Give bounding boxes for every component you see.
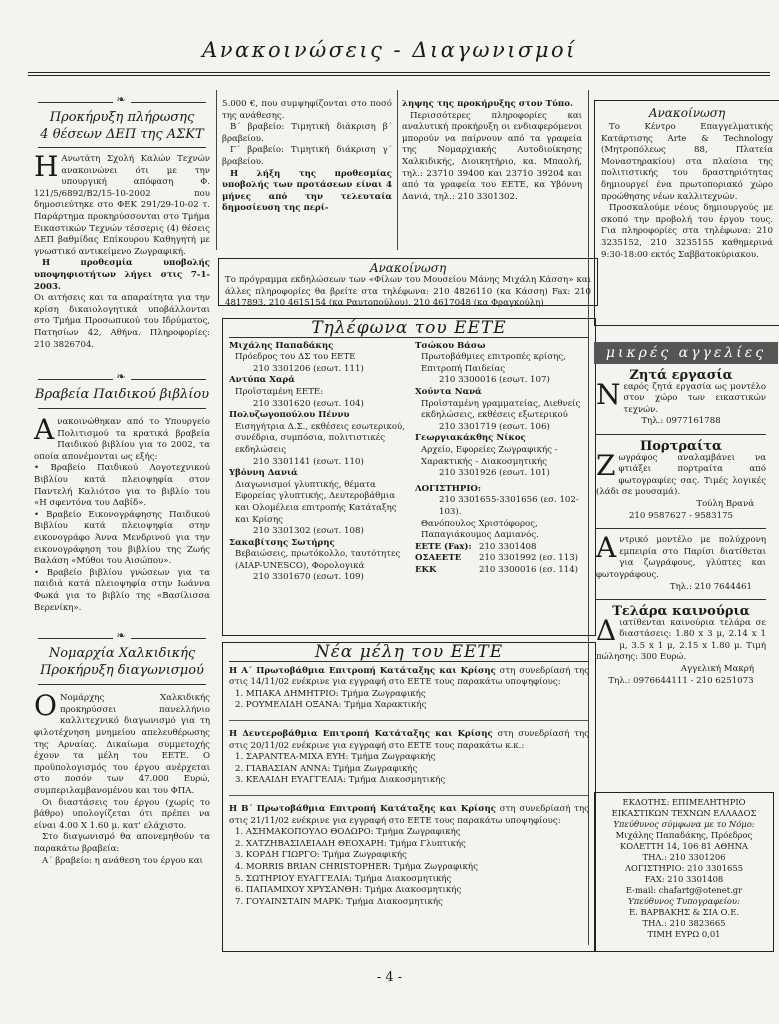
contact-phone: 210 3301141 (εσωτ. 110) [253,456,364,467]
article-body: Α΄ βραβείο: η ανάθεση του έργου και [42,855,203,866]
member-item: 1. ΣΑΡΑΝΤΕΑ-ΜΙΧΑ ΕΥΗ: Τμήμα Ζωγραφικής [235,752,436,763]
member-item: 4. MORRIS BRIAN CHRISTOPHER: Τμήμα Ζωγραφικής [235,861,478,872]
classified-ad [596,370,766,428]
contact-name: Χούντα Νανά [415,386,482,397]
contact-phone: 210 3301302 (εσωτ. 108) [253,526,364,537]
publisher-price: ΤΙΜΗ ΕΥΡΩ 0,01 [647,929,721,939]
phone-entry [229,538,405,584]
contact-phone: 210 3301670 (εσωτ. 109) [253,572,364,583]
ad-contact-phone: Τηλ.: 0976644111 - 210 6251073 [608,675,754,686]
ad-title: Ζητά εργασία [629,368,733,383]
contact-name: ΛΟΓΙΣΤΗΡΙΟ: [415,483,482,494]
ornament-divider: ❧ [38,373,206,380]
section-subtitle: 4 θέσεων ΔΕΠ της ΑΣΚΤ [40,127,204,142]
committee-decision: Η Δευτεροβάθμια Επιτροπή Κατάταξης και Κρίσης στη συνεδρίασή της στις 20/11/02 ενέκρινε για εγγραφή στο ΕΕΤΕ τους παρακάτω κ.κ.: [229,728,589,751]
column-divider [397,90,398,250]
extra-label: ΕΚΚ [415,564,437,575]
contact-name: Τσώκου Βάσω [415,340,486,351]
deadline-text: ληψης της προκήρυξης στον Τύπο. [402,99,573,109]
member-item: 7. ΓΟΥΑΙΝΣΤΑΙΝ ΜΑΡΚ: Τμήμα Διακοσμητικής [235,896,443,907]
section-rule [38,408,206,409]
contact-name: Αντύπα Χαρά [229,375,295,386]
extra-label: ΕΕΤΕ (Fax): [415,541,472,552]
column-divider [216,90,217,250]
ad-body: ντρικό μοντέλο με πολύχρονη εμπειρία στο Παρίσι διατίθεται για ζωγράφους, γλύπτες και φωτογράφους. [596,535,766,580]
member-item: 2. ΡΟΥΜΕΛΙΔΗ ΟΞΑΝΑ: Τμήμα Χαρακτικής [235,700,427,711]
drop-cap: Ζ [596,448,616,482]
extra-value: 210 3301992 (εσ. 113) [479,553,579,564]
publisher-line: ΕΙΚΑΣΤΙΚΩΝ ΤΕΧΝΩΝ ΕΛΛΑΔΟΣ [611,808,757,818]
phone-entry [415,433,583,479]
article-body: Οι διαστάσεις του έργου (χωρίς το βάθρο) υπολογίζεται ότι πρέπει να είναι 4.00 Χ 1.60 μ. κατ' ελάχιστο. [34,797,210,831]
member-item: 3. ΚΟΡΔΗ ΓΙΩΡΓΟ: Τμήμα Ζωγραφικής [235,850,407,861]
article-body: νακοινώθηκαν από το Υπουργείο Πολιτισμού τα κρατικά βραβεία Παιδικού βιβλίου για το 2002, τα οποία απονέμονται ως εξής: [34,417,210,462]
classifieds-banner: μικρές αγγελίες [594,342,778,364]
ad-contact: Τηλ.: 0977161788 [641,416,721,427]
ad-divider [596,599,766,600]
left-column [34,93,210,867]
drop-cap: Α [596,531,617,565]
article-body: Στο διαγωνισμό θα απονεμηθούν τα παρακάτω βραβεία: [34,832,210,854]
committee-decision: Η Α΄ Πρωτοβάθμια Επιτροπή Κατάταξης και Κρίσης στη συνεδρίασή της στις 14/11/02 ενέκρινε για εγγραφή στο ΕΕΤΕ τους παρακάτω υποψηφίους: [229,665,589,688]
drop-cap: Ν [596,377,621,411]
group-rule [229,795,589,796]
contact-role: Πρωτοβάθμιες επιτροπές κρίσης, Επιτροπή Παιδείας [421,352,566,374]
ad-title: Πορτραίτα [639,438,723,454]
article-body: Νομάρχης Χαλκιδικής προκηρύσσει πανελλήνιο καλλιτεχνικό διαγωνισμό για τη φιλοτέχνηση μνημείου απελευθέρωσης της Αρναίας. Δικαίωμα συμμετοχής έχουν τα μέλη του ΕΕΤΕ. Ο προϋπολογισμός του έργου ανέρχεται στο ποσόν των 47.000 Ευρώ, συμπεριλαμβανομένου και του ΦΠΑ. [34,693,210,796]
deadline-text: Η λήξη της προθεσμίας υποβολής των προτάσεων είναι 4 μήνες από την τελευταία δημοσίευση της περί- [222,168,392,214]
phone-entry [415,484,583,519]
extra-phone-row [415,553,583,565]
extra-value: 210 3300016 (εσ. 114) [479,564,579,575]
header-rule [28,72,770,73]
drop-cap: Α [34,413,55,447]
contact-phone: 210 3301620 (εσωτ. 104) [253,398,364,409]
ad-title: Τελάρα καινούρια [612,604,750,620]
page-number: - 4 - [376,970,403,985]
section-rule [38,147,206,148]
notice-title: Ανακοίνωση [369,261,447,275]
article-body: Οι αιτήσεις και τα απαραίτητα για την κρίση δικαιολογητικά υποβάλλονται στο Τμήμα Προσωπικού του Ιδρύματος, Πατησίων 42, Αθήνα. Πληροφορίες: 210 3826704. [34,293,210,350]
contact-role: Προϊσταμένη γραμματείας, Διεθνείς εκδηλώσεις, εκθέσεις εξωτερικού [421,398,581,421]
publisher-box [594,792,774,952]
section-title: Προκήρυξη πλήρωσης [49,110,195,125]
publisher-line: Μιχάλης Παπαδάκης, Πρόεδρος [615,830,753,840]
contact-name: Πολυζωγοπούλου Πέννυ [229,410,350,421]
publisher-line: Υπεύθυνος σύμφωνα με το Νόμο: [613,819,755,829]
arte-notice-box [594,100,779,326]
contact-role: Προϊσταμένη ΕΕΤΕ: [235,386,324,397]
section-title: Βραβεία Παιδικού βιβλίου [34,387,210,403]
phones-right-list [415,341,583,584]
contact-role: Αρχείο, Εφορείες Ζωγραφικής - Χαρακτικής - Διακοσμητικής [421,444,558,467]
museum-notice-box [218,258,598,309]
classified-ad [596,438,766,522]
ad-contact: Αγγελική Μακρή [680,664,754,675]
ad-divider [596,528,766,529]
award-item: • Βραβείο βιβλίου γνώσεων για τα παιδιά κατά πλειοψηφία στην Ιωάννα Φωκά για το βιβλίο της «Βασίλισσα Βερενίκη». [34,567,210,613]
phone-entry [415,341,583,387]
award-item: • Βραβείο Εικονογράφησης Παιδικού Βιβλίου κατά πλειοψηφία στην εικονογράφο Άννα Μενδρινού για την εικονογράφηση του βιβλίου της Ζωής Βαλάση «Μύθοι του Αισώπου». [34,509,210,567]
phones-title: Τηλέφωνα του ΕΕΤΕ [311,318,507,338]
phone-entry [415,387,583,433]
contact-phone: 210 3301206 (εσωτ. 111) [253,363,364,374]
contact-phone: 210 3300016 (εσωτ. 107) [439,375,550,386]
committee-decision: Η Β΄ Πρωτοβάθμια Επιτροπή Κατάταξης και Κρίσης στη συνεδρίασή της στις 21/11/02 ενέκρινε για εγγραφή στο ΕΕΤΕ τους παρακάτω υποψηφίους: [229,803,589,826]
accountant-names: Θανόπουλος Χριστόφορος, Παπαγιάκουμος Δαμιανός. [421,518,539,541]
extra-phone-row [415,542,583,554]
ad-divider [596,434,766,435]
deadline-text: Η προθεσμία υποβολής υποψηφιοτήτων λήγει στις 7-1-2003. [34,258,210,292]
page-header-title: Ανακοινώσεις - Διαγωνισμοί [202,38,577,62]
contact-name: Σακαβίτσης Σωτήρης [229,537,335,548]
article-body: Περισσότερες πληροφορίες και αναλυτική προκήρυξη οι ενδιαφερόμενοι μπορούν να παίρνουν από τα γραφεία της Νομαρχιακής Αυτοδιοίκησης Χαλκιδικής, Διοικητήριο, κα. Μπαολή, τηλ.: 23710 39400 και 23710 39204 και από τα γραφεία του ΕΕΤΕ, κα Υβόννη Δανιά, τηλ.: 210 3301302. [402,110,582,202]
ad-body: ιατίθενται καινούρια τελάρα σε διαστάσεις: 1.80 x 3 μ, 2.14 x 1 μ, 3.5 x 1 μ, 2.15 x 1.80 μ. Τιμή πώλησης: 300 Ευρώ. [596,617,766,663]
group-rule [229,720,589,721]
member-item: 5. ΣΩΤΗΡΙΟΥ ΕΥΑΓΓΕΛΙΑ: Τμήμα Διακοσμητικής [235,873,452,884]
member-item: 6. ΠΑΠΑΜΙΧΟΥ ΧΡΥΣΑΝΘΗ: Τμήμα Διακοσμητικής [235,885,462,896]
ornament-divider: ❧ [38,632,206,639]
notice-title: Ανακοίνωση [648,106,726,120]
notice-body: Το Κέντρο Επαγγελματικής Κατάρτισης Arte & Technology (Μητροπόλεως 88, Πλατεία Μοναστηρακίου) στα πλαίσια της πολιτιστικής του δραστηριότητας δημιουργεί ένα πρωτοποριακό χώρο προώθησης νέων καλλιτεχνών. [601,122,773,202]
ornament-divider: ❧ [38,96,206,103]
article-body: Ανωτάτη Σχολή Καλών Τεχνών ανακοινώνει ότι με την υπουργική απόφαση Φ. 121/5/6892/Β2/15-10-2002 που δημοσιεύτηκε στο ΦΕΚ 291/29-10-02 τ. Παράρτημα προκηρύσσονται στο Τμήμα Εικαστικών Τεχνών τέσσερις (4) θέσεις ΔΕΠ βαθμίδας Επίκουρου Καθηγητή με γνωστικό αντικείμενο Ζωγραφική. [34,154,210,257]
article-body: 5.000 €, που συμψηφίζονται στο ποσό της ανάθεσης. [222,99,392,121]
phone-entry [229,468,405,538]
drop-cap: Δ [596,613,617,647]
ad-contact: Τούλη Βρανά [696,498,754,509]
publisher-email: E-mail: chafartg@otenet.gr [625,885,743,895]
publisher-line: ΕΚΔΟΤΗΣ: ΕΠΙΜΕΛΗΤΗΡΙΟ [622,797,746,807]
publisher-line: ΤΗΛ.: 210 3823665 [642,918,726,928]
classified-ad [596,606,766,687]
contact-name: Γεωργιακάκθης Νίκος [415,433,526,444]
publisher-line: Υπεύθυνος Τυπογραφείου: [628,896,740,906]
section-rule [38,684,206,685]
section-subtitle: Προκήρυξη διαγωνισμού [40,663,204,679]
publisher-line: FAX: 210 3301408 [644,874,724,884]
member-item: 2. ΓΙΑΒΑΣΙΑΝ ΑΝΝΑ: Τμήμα Ζωγραφικής [235,763,418,774]
article-body: Β΄ βραβείο: Τιμητική διάκριση β΄ βραβείου. [222,122,392,144]
contact-phone: 210 3301926 (εσωτ. 101) [439,468,550,479]
right-center-column-top [402,99,582,203]
phone-entry [229,341,405,376]
phone-entry [229,375,405,410]
drop-cap: Η [34,150,59,183]
notice-body: Προσκαλούμε νέους δημιουργούς με σκοπό την προβολή του έργου τους. Για πληροφορίες στα τηλέφωνα: 210 3235152, 210 3235155 καθημερινά 9:30-18:00 εκτός Σαββατοκύριακου. [601,203,773,260]
contact-role: Πρόεδρος του ΔΣ του ΕΕΤΕ [235,352,356,363]
contact-phone: 210 3301719 (εσωτ. 106) [439,421,550,432]
member-item: 1. ΜΠΑΚΑ ΔΗΜΗΤΡΙΟ: Τμήμα Ζωγραφικής [235,688,426,699]
phone-entry [229,410,405,468]
ad-body: ωγράφος αναλαμβάνει να φτιάξει πορτραίτα από φωτογραφίες σας. Τιμές λογικές (λάδι σε μουσαμά). [596,452,766,498]
ad-body: εαρός ζητά εργασία ως μοντέλο στον χώρο των εικαστικών τεχνών. [623,381,766,415]
drop-cap: Ο [34,689,57,723]
contact-name: Υβόννη Δανιά [229,468,298,479]
extra-phone-row [415,565,583,577]
publisher-line: ΤΗΛ.: 210 3301206 [642,852,726,862]
classifieds-list [596,370,766,687]
ad-contact-phone: 210 9587627 - 9583175 [628,510,734,521]
members-title: Νέα μέλη του ΕΕΤΕ [314,642,504,662]
award-item: • Βραβείο Παιδικού Λογοτεχνικού Βιβλίου κατά πλειοψηφία στον Παντελή Καλιότσο για το βιβλίο του «Η σφεντόνα του Δαβίδ». [34,463,210,509]
contact-phone: 210 3301655-3301656 (εσ. 102-103). [439,495,579,517]
extra-label: ΟΣΑΕΕΤΕ [415,553,462,564]
middle-column-top [222,99,392,215]
contact-name: Μιχάλης Παπαδάκης [229,340,334,351]
member-item: 3. ΚΕΛΑΙΔΗ ΕΥΑΓΓΕΛΙΑ: Τμήμα Διακοσμητικής [235,775,446,786]
notice-body: Το πρόγραμμα εκδηλώσεων των «Φίλων του Μουσείου Μάνης Μιχάλη Κάσση» και άλλες πληροφορίες θα βρείτε στα τηλέφωνα: 210 4826110 (κα Κάσση) Fax: 210 4817893, 210 4615154 (κα Ραυτοπούλου), 210 4617048 (κα Φραγκούλη) [225,275,591,309]
article-body: Γ΄ βραβείο: Τιμητική διάκριση γ΄ βραβείου. [222,145,392,167]
publisher-line: ΛΟΓΙΣΤΗΡΙΟ: 210 3301655 [624,863,744,873]
section-title: Νομαρχία Χαλκιδικής [48,646,196,662]
contact-role: Διαγωνισμοί γλυπτικής, θέματα Εφορείας γλυπτικής, Δευτεροβάθμια και Ολομέλεια επιτροπής Κατάταξης και Κρίσης [235,479,397,525]
header-rule-thin [28,75,770,76]
extra-value: 210 3301408 [479,541,537,552]
member-item: 1. ΑΣΗΜΑΚΟΠΟΥΛΟ ΘΟΔΩΡΟ: Τμήμα Ζωγραφικής [235,827,461,838]
phones-box [222,318,596,636]
new-members-box [222,642,596,952]
publisher-line: Ε. ΒΑΡΒΑΚΗΣ & ΣΙΑ Ο.Ε. [629,907,739,917]
ad-contact: Τηλ.: 210 7644461 [669,581,752,592]
phones-left-list [229,341,405,584]
member-item: 2. ΧΑΤΖΗΒΑΣΙΛΕΙΑΔΗ ΘΕΟΧΑΡΗ: Τμήμα Γλυπτικής [235,838,466,849]
classified-ad [596,531,766,593]
contact-role: Βεβαιώσεις, πρωτόκολλο, ταυτότητες (AIAP-UNESCO), Φορολογικά [235,549,401,571]
publisher-line: ΚΟΛΕΤΤΗ 14, 106 81 ΑΘΗΝΑ [620,841,748,851]
contact-role: Εισηγήτρια Δ.Σ., εκθέσεις εσωτερικού, συνέδρια, συμπόσια, πολιτιστικές εκδηλώσεις [235,421,405,455]
